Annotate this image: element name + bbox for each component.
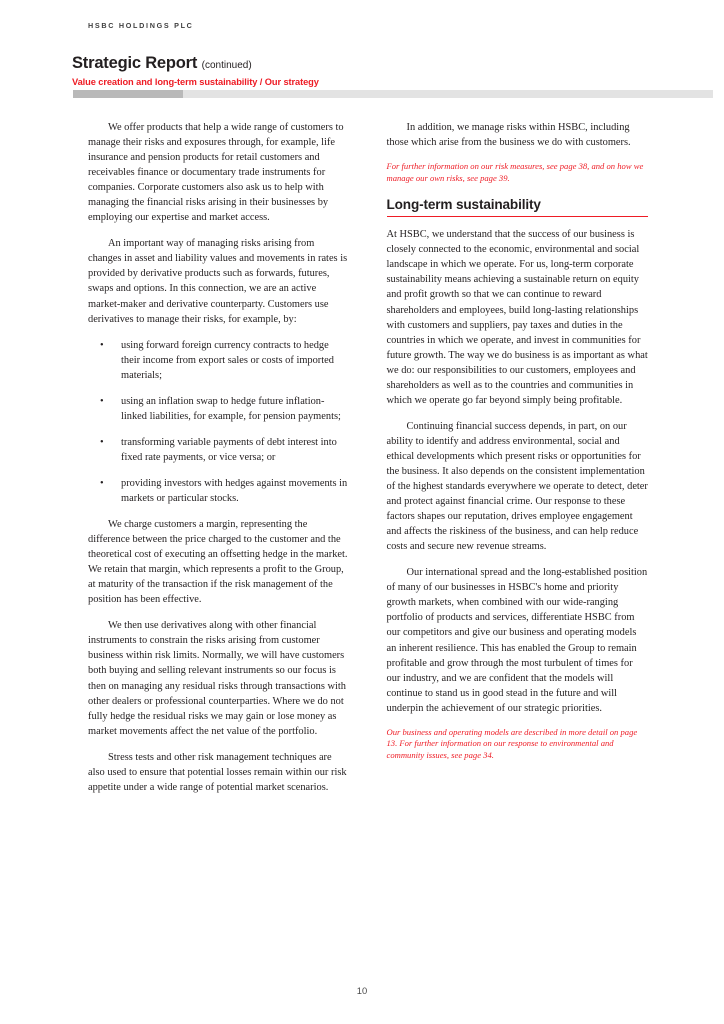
paragraph: We charge customers a margin, representing the difference between the price charged to the customer and the theoretical cost of executing an offsetting hedge in the market. We retain that margin, which represents a profit to the Group, at maturity of the transaction if the risk management of the position has been effective. — [88, 519, 348, 606]
paragraph: Continuing financial success depends, in part, on our ability to identify and address environmental, social and ethical developments which present risks or opportunities for the business. It also depends on the consistent implementation of the highest standards everywhere we operate to detect, deter and protect against financial crime. Our response to these factors shapes our reputation, drives employee engagement and affects the riskiness of the business, and can help reduce costs and secure new revenue streams. — [386, 420, 648, 553]
derivatives-bullet-list — [88, 338, 350, 506]
list-item-text: using an inflation swap to hedge future inflation-linked liabilities, for example, for pension payments; — [121, 395, 341, 422]
list-item — [88, 435, 350, 465]
paragraph: Our international spread and the long-established position of many of our businesses in HSBC's home and priority growth markets, when combined with our wide-ranging portfolio of products and services, differentiate HSBC from our competitors and give our business and operating models an inherent resilience. This has enabled the Group to remain profitable and grow through the most turbulent of times for our industry, and we are confident that the models will continue to stand us in good stead in the future and will underpin the achievement of our strategic priorities. — [386, 567, 648, 714]
section-heading: Long-term sustainability — [387, 197, 649, 217]
list-item — [88, 394, 350, 424]
bullet-icon: • — [100, 339, 104, 351]
body-columns — [88, 120, 648, 806]
paragraph: We then use derivatives along with other financial instruments to constrain the risks arising from customer business within risk limits. Normally, we will have customers both buying and selling relevant instruments so our focus is then on managing any residual risks through transactions with other dealers or professional counterparties. Where we do not fully hedge the residual risks we may gain or lose money as market movements affect the net value of the portfolio. — [88, 620, 346, 737]
rule-bar-dark-segment — [73, 90, 183, 98]
running-header: HSBC HOLDINGS PLC — [88, 21, 194, 30]
paragraph: At HSBC, we understand that the success of our business is closely connected to the economic, environmental and social landscape in which we operate. For us, long-term corporate sustainability means achieving a sustainable return on equity and profit growth so that we can continue to reward shareholders and employees, build long-lasting relationships with customers and suppliers, pay taxes and duties in the countries in which we operate, and invest in communities for future growth. The way we do business is as important as what we do: our responsibilities to our customers, employees and shareholders as well as to the countries and communities in which we operate go far beyond simply being profitable. — [386, 229, 648, 406]
page-subtitle: Value creation and long-term sustainability / Our strategy — [72, 77, 319, 87]
left-column — [88, 120, 350, 806]
header-rule-bar — [73, 90, 713, 98]
page-title-continued: (continued) — [201, 60, 252, 71]
page-title — [72, 55, 692, 72]
bullet-icon: • — [100, 395, 104, 407]
cross-reference-note: Our business and operating models are described in more detail on page 13. For further information on our response to environmental and community issues, see page 34. — [386, 726, 638, 760]
page-number: 10 — [356, 985, 368, 996]
list-item — [88, 338, 350, 383]
page-title-main: Strategic Report — [72, 54, 198, 72]
list-item-text: providing investors with hedges against movements in markets or particular stocks. — [121, 477, 348, 504]
right-column — [387, 120, 649, 806]
list-item-text: using forward foreign currency contracts to hedge their income from export sales or costs of imported materials; — [121, 339, 334, 381]
list-item — [88, 476, 350, 506]
page-title-block — [72, 55, 692, 87]
bullet-icon: • — [100, 477, 104, 489]
cross-reference-note: For further information on our risk measures, see page 38, and on how we manage our own risks, see page 39. — [386, 161, 644, 183]
paragraph: Stress tests and other risk management techniques are also used to ensure that potential losses remain within our risk appetite under a wide range of potential market scenarios. — [88, 751, 347, 793]
bullet-icon: • — [100, 436, 104, 448]
paragraph: An important way of managing risks arising from changes in asset and liability values and movements in rates is provided by derivative products such as forwards, futures, swaps and options. In this connection, we are an active market-maker and derivative counterparty. Customers use derivatives to manage their risks, for example, by: — [88, 238, 348, 325]
paragraph: We offer products that help a wide range of customers to manage their risks and exposures through, for example, life insurance and pension products for retail customers and receivables finance or documentary trade instruments for companies. Corporate customers also ask us to help with managing the financial risks arising in their businesses by employing our expertise and market access. — [88, 122, 344, 224]
list-item-text: transforming variable payments of debt interest into fixed rate payments, or vice versa; or — [121, 436, 337, 463]
paragraph: In addition, we manage risks within HSBC, including those which arise from the business we do with customers. — [386, 122, 631, 149]
rule-bar-light-segment — [183, 90, 713, 98]
